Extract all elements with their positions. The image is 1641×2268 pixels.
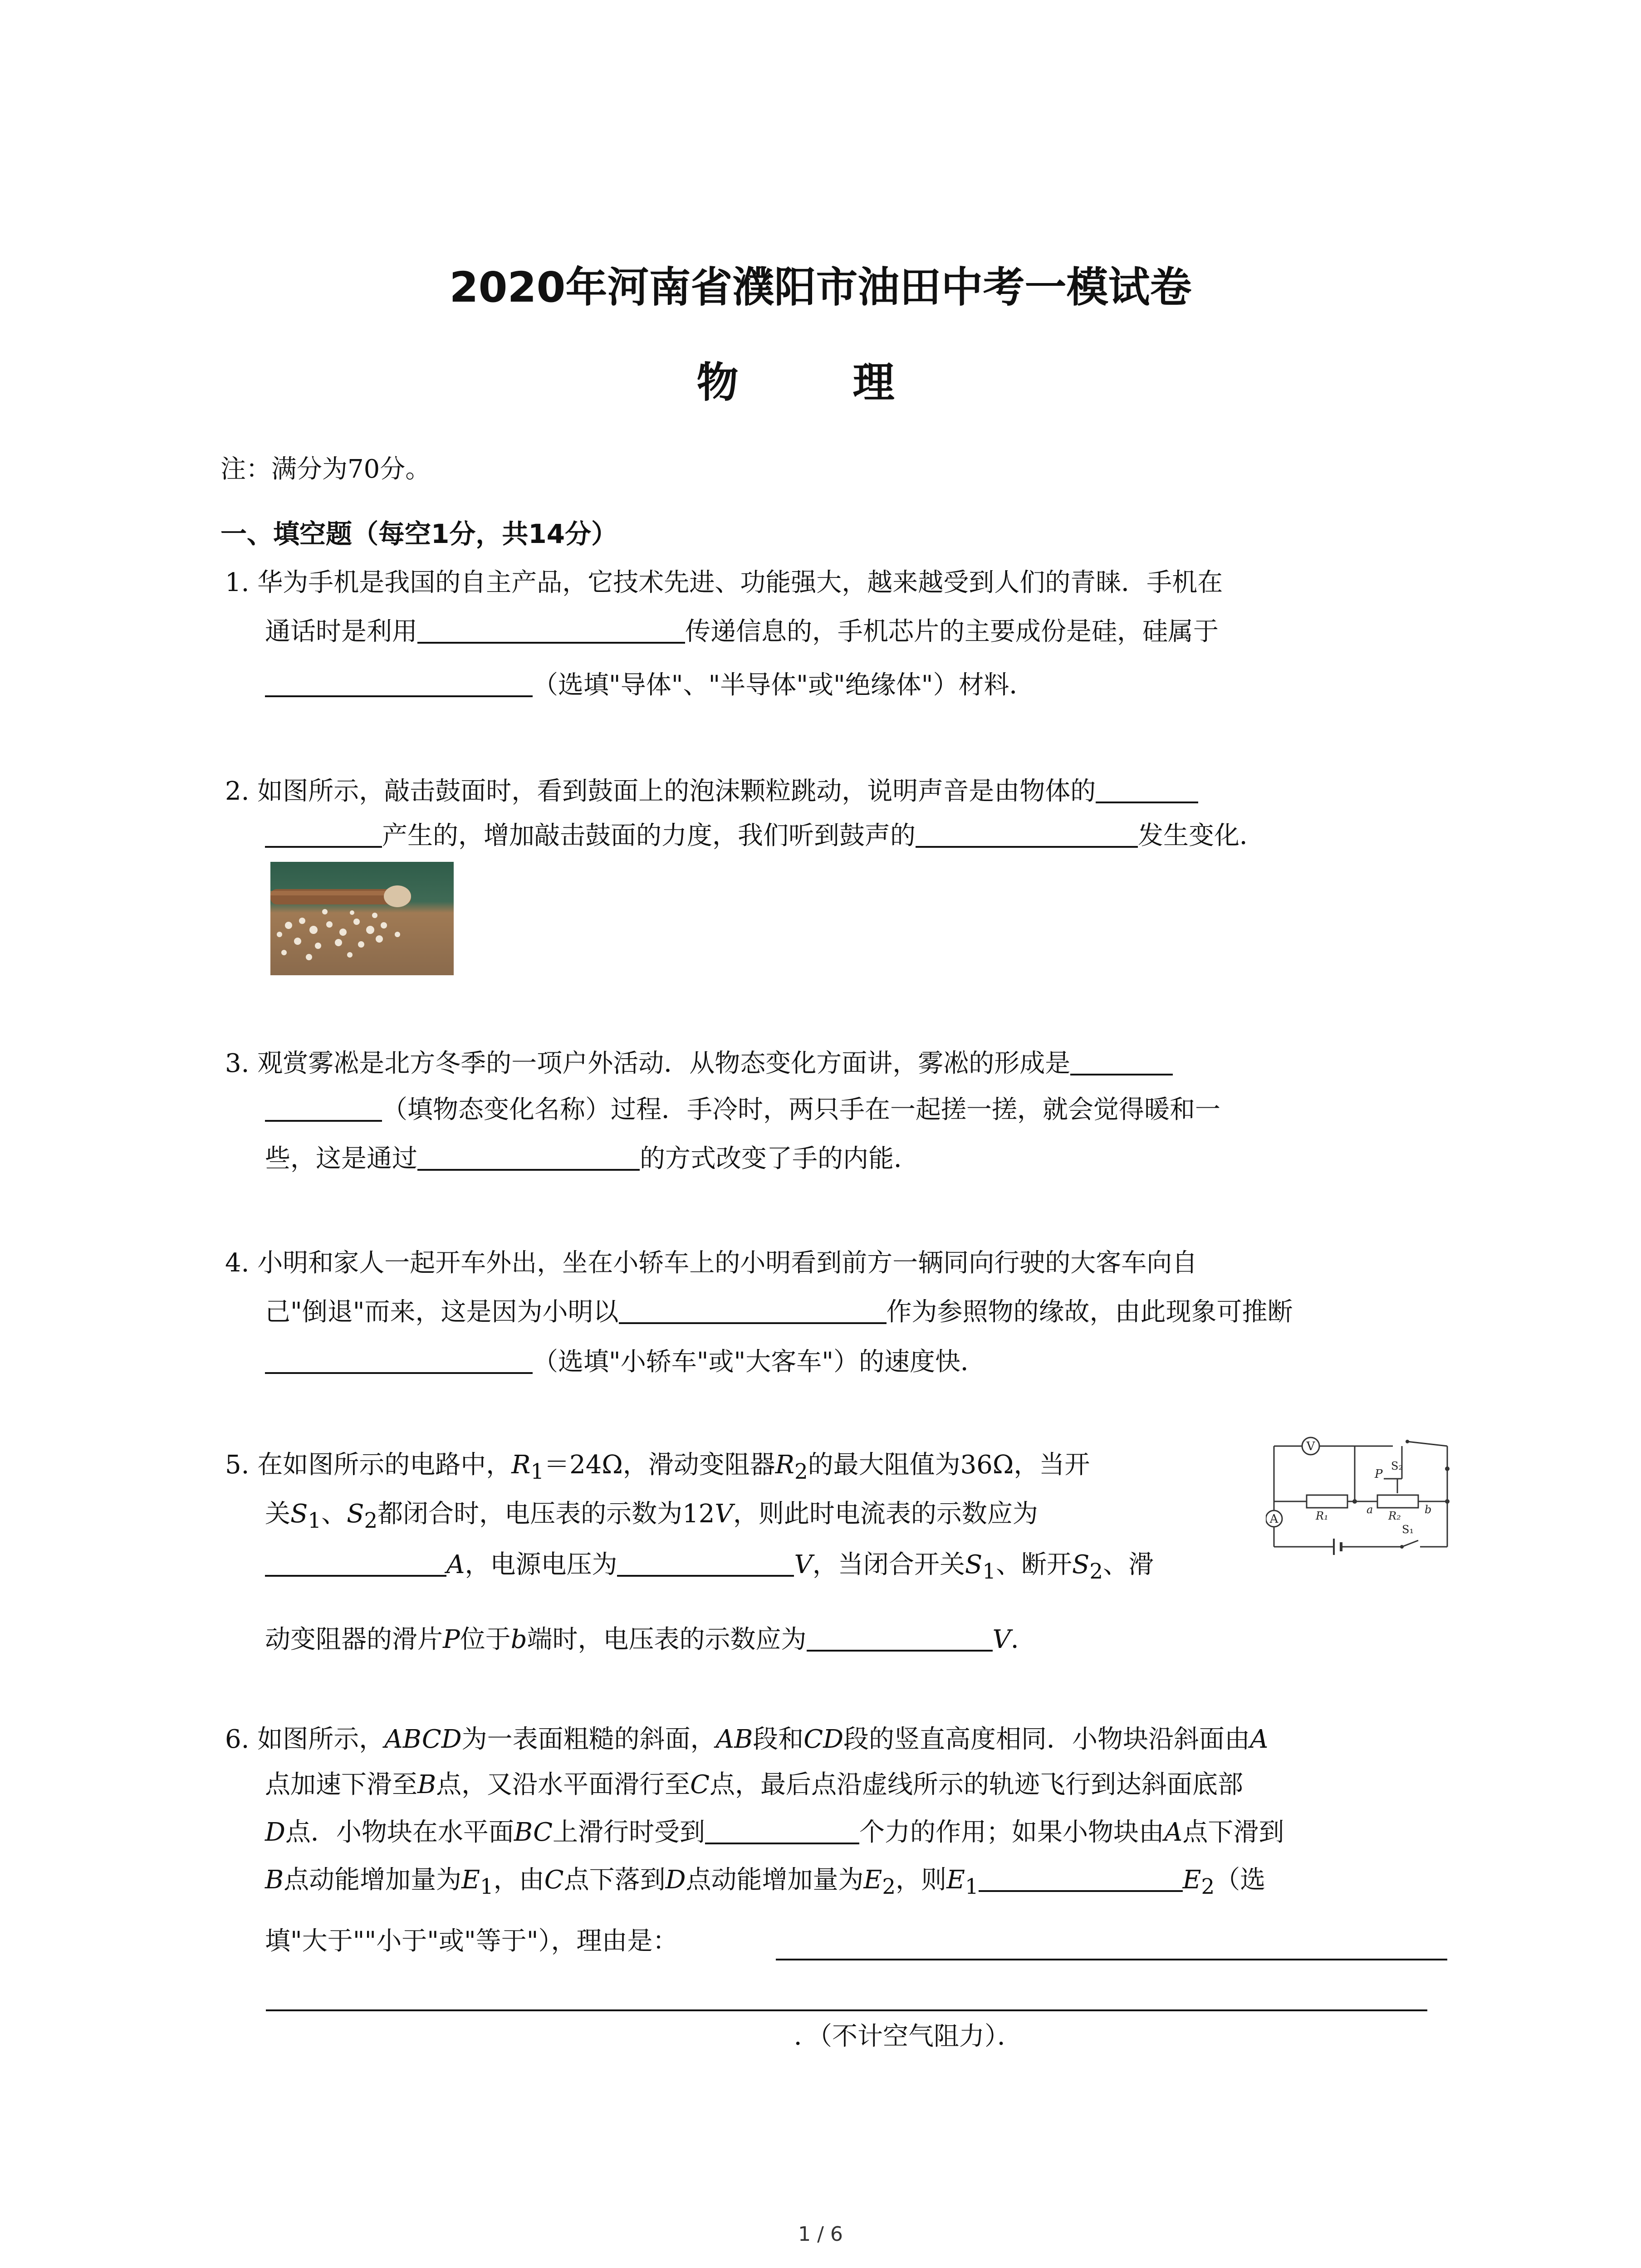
q5-line-4 [265,1624,1036,1656]
circuit-svg [1266,1433,1456,1574]
q6-text: 个力的作用；如果小物块由 [859,1818,1164,1847]
q1-text: （选填"导体"、"半导体"或"绝缘体"）材料． [533,670,1035,700]
circuit-node [1445,1499,1450,1504]
switch-pivot [1400,1545,1404,1549]
q5-text: ，当闭合开关 [812,1550,965,1579]
q5-text: 关 [265,1499,290,1529]
q5-line-3 [265,1549,1154,1588]
point-b-symbol: B [417,1770,436,1799]
r2-label: R₂ [1388,1510,1401,1522]
q1-blank-1[interactable] [417,616,685,644]
q6-text: （选 [1215,1865,1266,1895]
circuit-diagram [1266,1433,1456,1574]
q6-text: 点动能增加量为 [686,1865,864,1895]
q4-blank-1[interactable] [619,1297,887,1324]
e2-subscript: 2 [1201,1875,1215,1900]
slider-label: P [1375,1467,1383,1481]
q6-text: 点，又沿水平面滑行至 [436,1770,691,1799]
q4-line-2 [265,1296,1293,1328]
r1-label: R₁ [1316,1510,1328,1522]
q1-text: 通话时是利用 [265,617,417,646]
q4-text: （选填"小轿车"或"大客车"）的速度快． [533,1347,986,1377]
q4-line-3 [265,1346,986,1378]
energy-symbol: E [461,1865,480,1895]
switch-pivot [1406,1440,1409,1443]
q6-blank-1[interactable] [705,1817,859,1844]
point-d-symbol: D [665,1865,686,1895]
q5-text: ． [1011,1625,1036,1654]
point-a-symbol: A [1249,1725,1269,1754]
q5-text: 、滑 [1103,1550,1154,1579]
point-a-label: a [1367,1503,1373,1516]
q3-text: 的方式改变了手的内能． [640,1144,919,1173]
q6-text: ，则 [896,1865,947,1895]
q2-text: 产生的，增加敲击鼓面的力度，我们听到鼓声的 [382,821,916,850]
page-number: 1 / 6 [798,2223,843,2246]
s1-label: S₁ [1402,1523,1414,1536]
q6-line-5: 填"大于""小于"或"等于"），理由是： [265,1926,678,1956]
point-d-symbol: D [265,1818,285,1847]
q6-text: 段和 [753,1725,804,1754]
volt-unit: V [992,1625,1011,1654]
q6-reason-blank-1[interactable] [776,1959,1447,1960]
q3-line-2 [265,1094,1220,1126]
q6-text: 为一表面粗糙的斜面， [461,1725,716,1754]
q2-text: 发生变化． [1138,821,1265,850]
r2-subscript: 2 [794,1460,808,1485]
q6-line-7: ．（不计空气阻力）． [794,2022,1023,2051]
q4-text: 己"倒退"而来，这是因为小明以 [265,1297,619,1327]
endpoint-b: b [510,1625,527,1654]
s2-symbol: S [347,1499,364,1529]
q3-text: 些，这是通过 [265,1144,417,1173]
q5-text: ＝24Ω，滑动变阻器 [544,1450,775,1480]
ammeter-label: A [1269,1512,1279,1526]
q3-line-1 [225,1048,1173,1080]
q5-line-2 [265,1498,1038,1537]
q5-text: 、断开 [995,1550,1072,1579]
point-a-symbol: A [1164,1818,1183,1847]
q4-blank-2[interactable] [265,1347,533,1374]
point-c-symbol: C [544,1865,564,1895]
q1-text: 传递信息的，手机芯片的主要成份是硅，硅属于 [685,617,1219,646]
q1-line-2 [265,616,1219,648]
q2-blank-1-continued[interactable] [265,821,382,848]
energy-symbol: E [863,1865,882,1895]
s2-subscript: 2 [364,1509,378,1534]
q5-text: ，电源电压为 [465,1550,617,1579]
cd-symbol: CD [803,1725,843,1754]
volt-unit: V [715,1499,733,1529]
voltmeter-label: V [1306,1440,1315,1453]
q3-blank-1-continued[interactable] [265,1095,382,1122]
q6-text: 点下落到 [563,1865,666,1895]
q5-text: 的最大阻值为36Ω，当开 [808,1450,1090,1480]
q6-text: 点，最后点沿虚线所示的轨迹飞行到达斜面底部 [710,1770,1244,1799]
r1-subscript: 1 [530,1460,544,1485]
subject-title: 物 理 [696,358,945,407]
q3-text: 3. 观赏雾凇是北方冬季的一项户外活动．从物态变化方面讲，雾凇的形成是 [225,1049,1071,1078]
section-heading-fill-in: 一、填空题（每空1分，共14分） [220,518,618,549]
amp-unit: A [446,1550,465,1579]
point-b-symbol: B [265,1865,284,1895]
q3-blank-1[interactable] [1070,1048,1173,1075]
e1-subscript: 1 [480,1875,494,1900]
r2-symbol: R [775,1450,794,1480]
q2-text: 2. 如图所示，敲击鼓面时，看到鼓面上的泡沫颗粒跳动，说明声音是由物体的 [225,777,1096,806]
q2-blank-1[interactable] [1096,776,1198,803]
bc-symbol: BC [514,1818,553,1847]
s1-subscript: 1 [308,1509,322,1534]
s1-symbol: S [965,1550,983,1579]
q6-text: ，由 [493,1865,544,1895]
s1-subscript: 1 [982,1559,996,1584]
q6-line-1 [225,1724,1268,1755]
q2-line-1 [225,776,1198,807]
energy-symbol: E [946,1865,965,1895]
q5-text: 都闭合时，电压表的示数为12 [377,1499,715,1529]
q6-blank-2[interactable] [979,1865,1183,1892]
circuit-node [1445,1466,1450,1471]
r1-symbol: R [511,1450,531,1480]
point-c-symbol: C [690,1770,710,1799]
q5-text: 5. 在如图所示的电路中， [225,1450,512,1480]
q5-blank-1[interactable] [265,1549,446,1577]
q5-text: 位于 [460,1625,511,1654]
q3-blank-2[interactable] [417,1144,640,1171]
s1-symbol: S [290,1499,308,1529]
circuit-node [1352,1499,1357,1504]
drum-photo-image [270,862,454,975]
q6-text: 点动能增加量为 [284,1865,462,1895]
q6-line-2 [265,1769,1243,1801]
q2-line-2 [265,820,1265,852]
drum-photo [270,862,454,975]
q6-reason-blank-2[interactable] [266,2009,1427,2011]
q5-blank-3[interactable] [807,1624,993,1652]
q5-line-1 [225,1449,1090,1488]
e2-subscript: 2 [882,1875,896,1900]
q1-line-1: 1. 华为手机是我国的自主产品，它技术先进、功能强大，越来越受到人们的青睐．手机在 [225,568,1223,597]
q3-line-3 [265,1143,919,1175]
q6-line-3 [265,1817,1284,1848]
abcd-symbol: ABCD [384,1725,462,1754]
q6-text: 点加速下滑至 [265,1770,417,1799]
q5-text: ，则此时电流表的示数应为 [733,1499,1038,1529]
q5-text: 端时，电压表的示数应为 [527,1625,807,1654]
s2-symbol: S [1072,1550,1090,1579]
q6-text: 段的竖直高度相同．小物块沿斜面由 [843,1725,1250,1754]
q3-text: （填物态变化名称）过程．手冷时，两只手在一起搓一搓，就会觉得暖和一 [382,1095,1220,1124]
e1-subscript: 1 [965,1875,979,1900]
volt-unit: V [794,1550,813,1579]
q1-line-3 [265,670,1035,701]
q6-text: 点．小物块在水平面 [285,1818,514,1847]
q2-blank-2[interactable] [916,821,1138,848]
point-b-label: b [1425,1503,1432,1516]
s2-label: S₂ [1391,1460,1403,1472]
q5-blank-2[interactable] [617,1549,794,1577]
q5-text: 动变阻器的滑片 [265,1625,443,1654]
ab-symbol: AB [715,1725,753,1754]
s2-subscript: 2 [1089,1559,1103,1584]
q6-text: 上滑行时受到 [552,1818,705,1847]
slider-symbol: P [443,1625,460,1654]
q6-text: 6. 如图所示， [225,1725,385,1754]
q1-blank-2[interactable] [265,670,533,697]
q4-text: 作为参照物的缘故，由此现象可推断 [886,1297,1293,1327]
exam-title: 2020年河南省濮阳市油田中考一模试卷 [449,263,1192,312]
score-note: 注：满分为70分。 [220,455,431,484]
q4-line-1: 4. 小明和家人一起开车外出，坐在小轿车上的小明看到前方一辆同向行驶的大客车向自 [225,1248,1198,1278]
q6-line-4 [265,1864,1265,1903]
energy-symbol: E [1182,1865,1201,1895]
q6-text: 点下滑到 [1182,1818,1284,1847]
q5-sep: 、 [321,1499,347,1529]
